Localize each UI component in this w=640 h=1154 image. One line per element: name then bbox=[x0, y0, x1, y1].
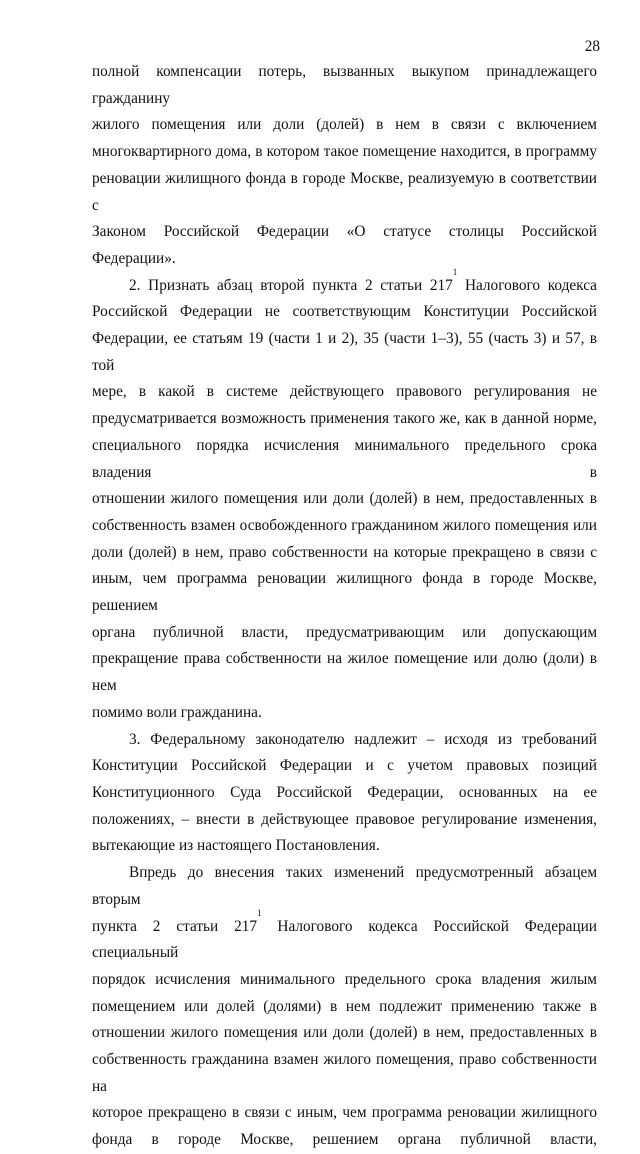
document-body bbox=[92, 59, 597, 1154]
text-line: органа публичной власти, предусматривающим или допускающим bbox=[92, 623, 597, 641]
text-fragment: 2. Признать абзац второй пункта 2 статьи 217 bbox=[129, 276, 453, 294]
text-line: помимо воли гражданина. bbox=[92, 703, 262, 721]
text-line bbox=[92, 266, 597, 300]
text-line: полной компенсации потерь, вызванных выкупом принадлежащего гражданину bbox=[92, 63, 597, 107]
text-line bbox=[92, 907, 597, 967]
text-fragment: пункта 2 статьи 217 bbox=[92, 917, 258, 935]
text-line: Конституции Российской Федерации и с учетом правовых позиций bbox=[92, 757, 597, 775]
text-line: отношении жилого помещения или доли (долей) в нем, предоставленных в bbox=[92, 1024, 597, 1042]
text-line: доли (долей) в нем, право собственности на которые прекращено в связи с bbox=[92, 543, 597, 561]
superscript: 1 bbox=[257, 907, 262, 918]
paragraph-3 bbox=[92, 727, 597, 861]
text-line: которое прекращено в связи с иным, чем программа реновации жилищного bbox=[92, 1104, 597, 1122]
text-line: мере, в какой в системе действующего правового регулирования не bbox=[92, 383, 597, 401]
text-line: Конституционного Суда Российской Федерации, основанных на ее bbox=[92, 783, 597, 801]
text-line: Законом Российской Федерации «О статусе столицы Российской Федерации». bbox=[92, 223, 597, 267]
text-line: помещением или долей (долями) в нем подлежит применению также в bbox=[92, 997, 597, 1015]
text-fragment: Налогового кодекса Российской Федерации специальный bbox=[92, 917, 597, 962]
text-line: положениях, – внести в действующее правовое регулирование изменения, bbox=[92, 810, 597, 828]
page-number: 28 bbox=[584, 38, 600, 55]
text-line: прекращение права собственности на жилое помещение или долю (доли) в нем bbox=[92, 650, 597, 695]
text-line: собственность гражданина взамен жилого помещения, право собственности на bbox=[92, 1051, 597, 1095]
superscript: 1 bbox=[452, 266, 458, 277]
text-line: предусматривается возможность применения такого же, как в данной норме, bbox=[92, 410, 597, 428]
text-line: Федерации, ее статьям 19 (части 1 и 2), 35 (части 1–3), 55 (часть 3) и 57, в той bbox=[92, 330, 597, 374]
text-line: Впредь до внесения таких изменений предусмотренный абзацем вторым bbox=[92, 864, 597, 908]
text-line: многоквартирного дома, в котором такое помещение находится, в программу bbox=[92, 143, 597, 161]
paragraph-4 bbox=[92, 860, 597, 1154]
text-line: собственность взамен освобожденного гражданином жилого помещения или bbox=[92, 516, 597, 534]
paragraph-1 bbox=[92, 59, 597, 273]
text-line: фонда в городе Москве, решением органа публичной власти, bbox=[92, 1131, 597, 1149]
text-line: жилого помещения или доли (долей) в нем в связи с включением bbox=[92, 116, 597, 134]
text-line: 3. Федеральному законодателю надлежит – исходя из требований bbox=[129, 730, 597, 748]
paragraph-2 bbox=[92, 266, 597, 727]
text-fragment: Налогового кодекса bbox=[457, 276, 597, 294]
text-line: реновации жилищного фонда в городе Москве, реализуемую в соответствии с bbox=[92, 169, 597, 214]
text-line: Российской Федерации не соответствующим Конституции Российской bbox=[92, 303, 597, 321]
text-line: вытекающие из настоящего Постановления. bbox=[92, 837, 380, 855]
text-line: порядок исчисления минимального предельного срока владения жилым bbox=[92, 970, 597, 988]
text-line: специального порядка исчисления минимального предельного срока владения в bbox=[92, 436, 597, 481]
text-line: иным, чем программа реновации жилищного фонда в городе Москве, решением bbox=[92, 570, 597, 615]
text-line: отношении жилого помещения или доли (долей) в нем, предоставленных в bbox=[92, 490, 597, 508]
